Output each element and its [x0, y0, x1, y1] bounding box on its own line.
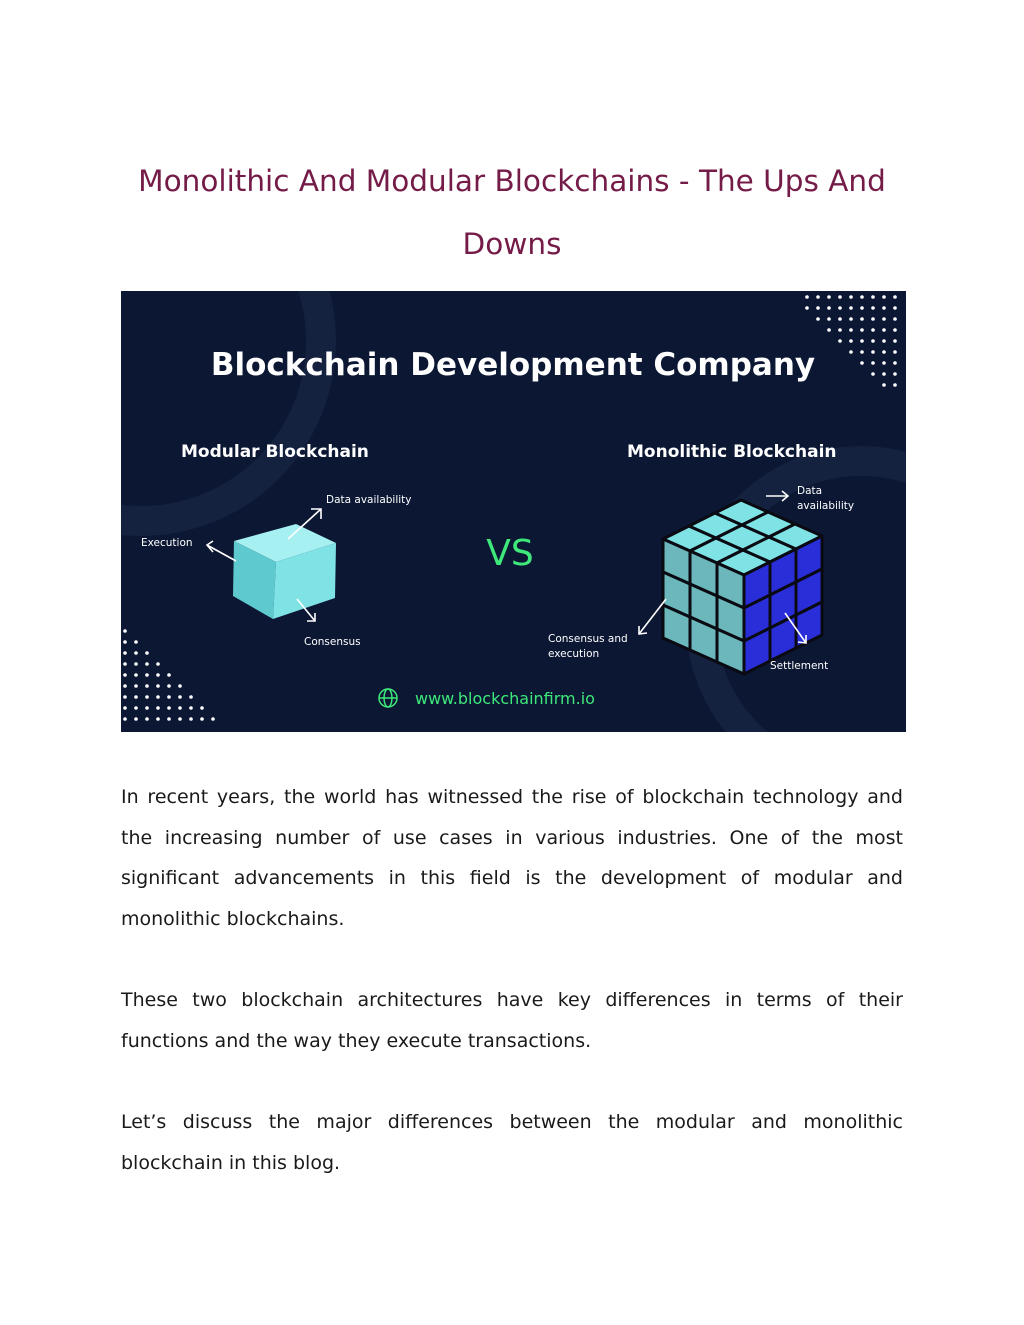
paragraph-intro: In recent years, the world has witnessed the rise of blockchain technology and the increasing number of use cases in various industries. One of the most significant advancements in this field is the development of modular and monolithic blockchains. [121, 786, 903, 931]
globe-icon [379, 689, 397, 707]
dot-pattern-top-right [805, 295, 897, 387]
left-title: Modular Blockchain [181, 442, 369, 462]
modular-consensus-label: Consensus [304, 636, 361, 648]
monolithic-settlement-label: Settlement [770, 660, 829, 672]
paragraph-architectures: These two blockchain architectures have key differences in terms of their functions and the way they execute transactions. [121, 989, 903, 1052]
monolithic-data-label-line1: Data [797, 485, 823, 497]
right-title: Monolithic Blockchain [627, 442, 837, 462]
modular-data-availability-label: Data availability [326, 494, 412, 506]
bg-circle-left [121, 291, 321, 521]
page-title: Monolithic And Modular Blockchains - The Ups And Downs [138, 164, 886, 261]
paragraph-discuss: Let’s discuss the major differences between the modular and monolithic blockchain in this blog. [121, 1111, 903, 1174]
modular-cube [233, 524, 336, 619]
dot-pattern-bottom-left [123, 629, 215, 721]
banner-image [121, 291, 906, 732]
banner-heading: Blockchain Development Company [210, 347, 816, 383]
monolithic-consensus-label-line1: Consensus and [548, 633, 628, 645]
modular-execution-label: Execution [141, 537, 193, 549]
vs-label: VS [486, 533, 534, 574]
monolithic-cube [663, 500, 822, 674]
monolithic-data-label-line2: availability [797, 500, 855, 512]
monolithic-consensus-label-line2: execution [548, 648, 600, 660]
website-url: www.blockchainfirm.io [415, 689, 595, 708]
